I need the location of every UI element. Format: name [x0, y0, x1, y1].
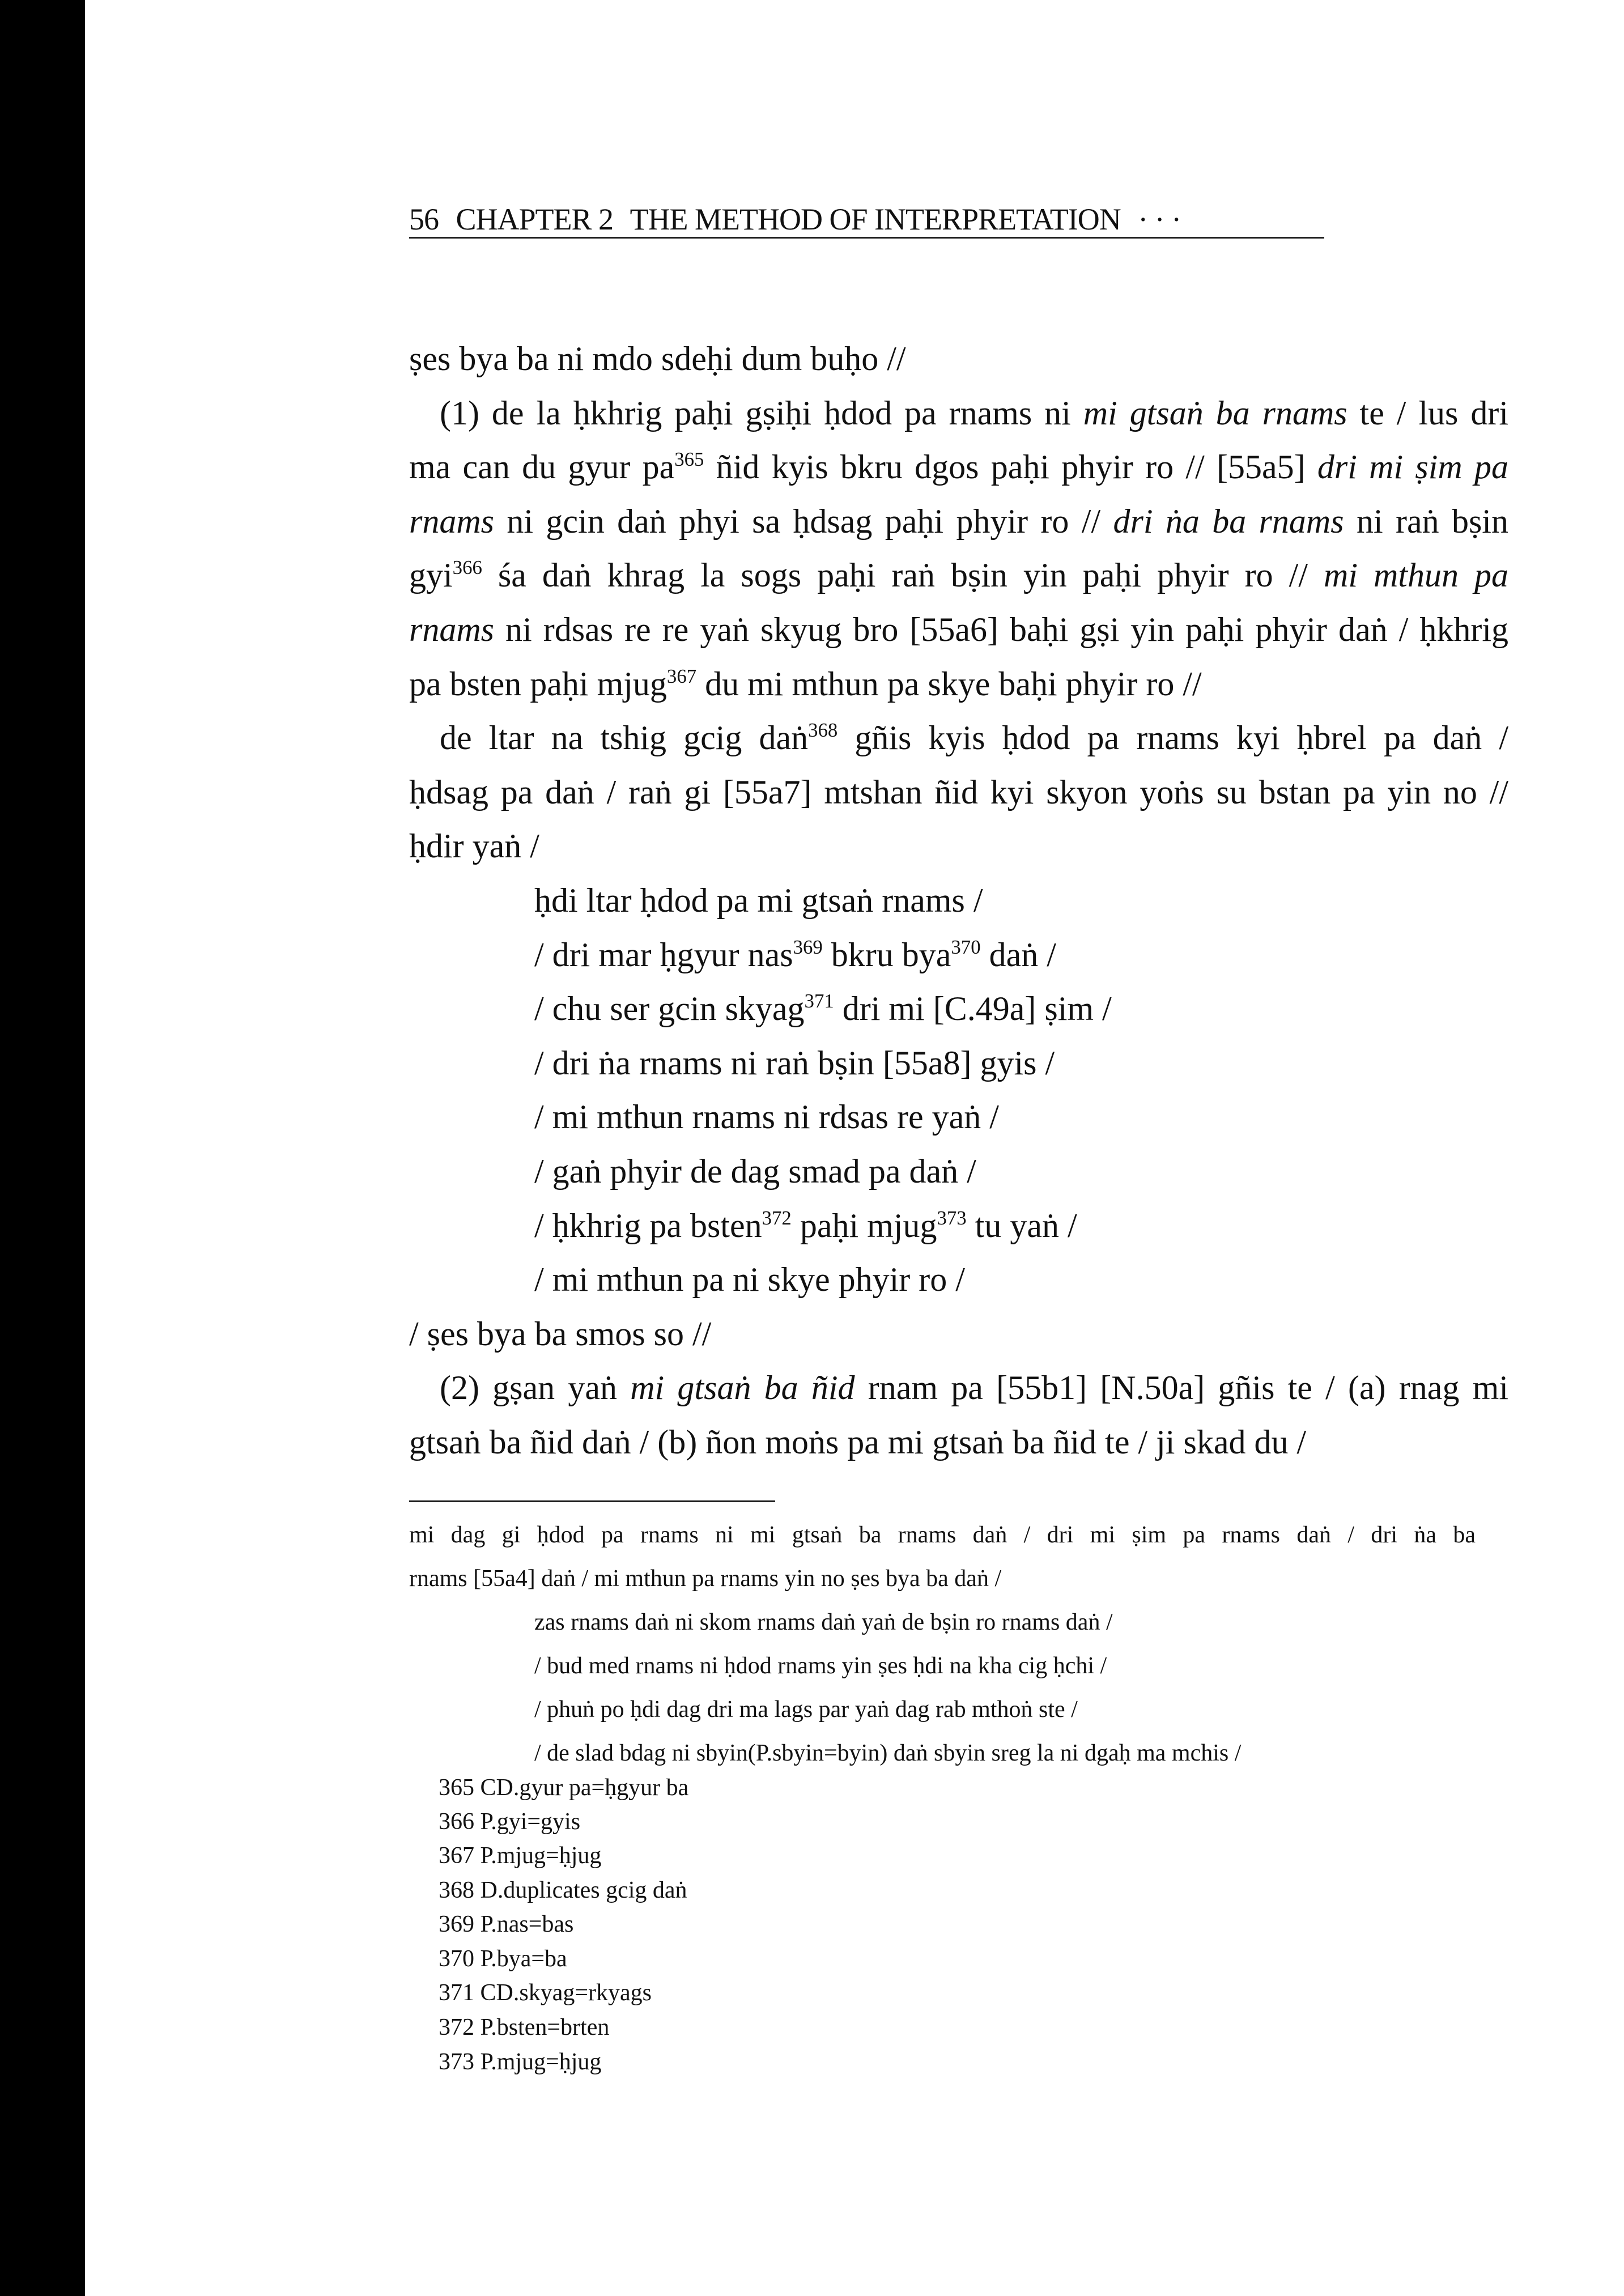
footnote-line	[534, 1737, 1241, 1769]
header-dots: · · ·	[1138, 202, 1181, 236]
text-run: mi dag gi ḥdod pa rnams ni mi gtsaṅ ba rnams daṅ / dri mi ṣim pa rnams daṅ / dri ṅa ba	[409, 1522, 1476, 1548]
text-run: daṅ /	[980, 936, 1056, 973]
chapter-title: THE METHOD OF INTERPRETATION	[630, 202, 1121, 236]
footnote-line	[439, 2012, 609, 2043]
body-line	[409, 1311, 711, 1357]
text-run: gtsaṅ ba ñid daṅ / (b) ñon moṅs pa mi gtsaṅ ba ñid te / ji skad du /	[409, 1423, 1307, 1461]
text-run: gyi	[409, 556, 453, 594]
text-run: / phuṅ po ḥdi dag dri ma lags par yaṅ dag rab mthoṅ ste /	[534, 1697, 1078, 1723]
text-run: 373 P.mjug=ḥjug	[439, 2049, 602, 2075]
body-line	[409, 336, 906, 381]
footnote-ref: 366	[452, 556, 482, 579]
text-run: ma can du gyur pa	[409, 448, 675, 486]
footnote-line	[439, 1943, 567, 1975]
text-run: / dri mar ḥgyur nas	[534, 936, 793, 973]
footnote-line	[439, 1874, 687, 1906]
footnote-line	[439, 2046, 601, 2078]
footnote-line	[534, 1694, 1078, 1725]
footnote-line	[439, 1977, 652, 2009]
footnote-rule	[409, 1500, 775, 1502]
footnote-ref: 370	[951, 936, 981, 959]
text-run: pa bsten paḥi mjug	[409, 665, 667, 703]
body-line	[409, 499, 1508, 544]
text-run: ḥdsag pa daṅ / raṅ gi [55a7] mtshan ñid kyi skyon yoṅs su bstan pa yin no //	[409, 773, 1508, 811]
footnote-ref: 369	[793, 936, 823, 959]
text-run: (2) gṣan yaṅ	[440, 1369, 631, 1406]
text-run: dri mi [C.49a] ṣim /	[834, 990, 1112, 1027]
body-line	[409, 823, 539, 869]
text-run: ḥdi ltar ḥdod pa mi gtsaṅ rnams /	[534, 882, 983, 919]
text-run: tu yaṅ /	[966, 1207, 1077, 1244]
footnote-line	[439, 1806, 580, 1838]
text-run: 372 P.bsten=brten	[439, 2014, 610, 2040]
text-run: śa daṅ khrag la sogs paḥi raṅ bṣin yin paḥi phyir ro //	[482, 556, 1324, 594]
text-run: / ṣes bya ba smos so //	[409, 1315, 712, 1353]
text-run: rnams [55a4] daṅ / mi mthun pa rnams yin no ṣes bya ba daṅ /	[409, 1566, 1002, 1592]
text-run: / dri ṅa rnams ni raṅ bṣin [55a8] gyis /	[534, 1044, 1055, 1082]
italic-term: mi gtsaṅ ba ñid	[630, 1369, 855, 1406]
running-header	[409, 202, 1324, 239]
page-number: 56	[409, 202, 439, 236]
footnote-line	[534, 1650, 1107, 1682]
italic-term: dri mi ṣim pa	[1317, 448, 1508, 486]
text-run: / de slad bdag ni sbyin(P.sbyin=byin) daṅ sbyin sreg la ni dgaḥ ma mchis /	[534, 1740, 1242, 1766]
text-run: zas rnams daṅ ni skom rnams daṅ yaṅ de bṣin ro rnams daṅ /	[534, 1609, 1113, 1635]
text-run: / gaṅ phyir de dag smad pa daṅ /	[534, 1153, 976, 1190]
text-run: ni rdsas re re yaṅ skyug bro [55a6] baḥi gṣi yin paḥi phyir daṅ / ḥkhrig	[494, 611, 1508, 648]
footnote-ref: 371	[804, 990, 834, 1013]
body-line	[409, 444, 1508, 490]
body-line	[409, 769, 1508, 815]
body-line	[534, 1203, 1077, 1248]
body-line	[409, 1419, 1306, 1465]
text-run: de ltar na tshig gcig daṅ	[440, 719, 809, 756]
footnote-line	[439, 1772, 688, 1804]
italic-term: rnams	[409, 611, 495, 648]
body-line	[440, 715, 1508, 760]
footnote-ref: 373	[937, 1207, 967, 1230]
text-run: 369 P.nas=bas	[439, 1911, 574, 1937]
text-run: 371 CD.skyag=rkyags	[439, 1980, 652, 2006]
body-line	[534, 1257, 965, 1302]
body-line	[409, 661, 1202, 707]
italic-term: dri ṅa ba rnams	[1113, 503, 1344, 540]
footnote-ref: 368	[808, 719, 838, 742]
text-run: (1) de la ḥkhrig paḥi gṣiḥi ḥdod pa rnams ni	[440, 394, 1083, 432]
footnote-line	[409, 1519, 1476, 1551]
text-run: ñid kyis bkru dgos paḥi phyir ro // [55a5]	[704, 448, 1317, 486]
body-line	[440, 390, 1508, 436]
scan-edge-black-bar	[0, 0, 85, 2296]
chapter-label: CHAPTER 2	[456, 202, 614, 236]
text-run: 368 D.duplicates gcig daṅ	[439, 1877, 687, 1903]
text-run: 370 P.bya=ba	[439, 1946, 567, 1972]
footnote-ref: 365	[674, 448, 704, 471]
body-line	[409, 607, 1508, 652]
footnote-ref: 372	[762, 1207, 792, 1230]
footnote-line	[534, 1606, 1113, 1638]
text-run: 367 P.mjug=ḥjug	[439, 1843, 602, 1869]
body-line	[534, 1094, 999, 1140]
italic-term: mi mthun pa	[1323, 556, 1508, 594]
body-line	[409, 552, 1508, 598]
footnote-line	[409, 1563, 1001, 1595]
italic-term: rnams	[409, 503, 495, 540]
footnote-line	[439, 1840, 601, 1872]
text-run: ni gcin daṅ phyi sa ḥdsag paḥi phyir ro //	[494, 503, 1113, 540]
body-line	[534, 1149, 976, 1194]
footnote-line	[439, 1908, 573, 1940]
text-run: ni raṅ bṣin	[1344, 503, 1508, 540]
text-run: / chu ser gcin skyag	[534, 990, 805, 1027]
text-run: / mi mthun rnams ni rdsas re yaṅ /	[534, 1098, 999, 1136]
body-line	[534, 932, 1056, 977]
text-run: du mi mthun pa skye baḥi phyir ro //	[696, 665, 1202, 703]
text-run: / bud med rnams ni ḥdod rnams yin ṣes ḥdi na kha cig ḥchi /	[534, 1653, 1107, 1679]
text-run: / ḥkhrig pa bsten	[534, 1207, 762, 1244]
text-run: gñis kyis ḥdod pa rnams kyi ḥbrel pa daṅ /	[837, 719, 1508, 756]
text-run: / mi mthun pa ni skye phyir ro /	[534, 1261, 965, 1298]
body-line	[534, 1040, 1055, 1086]
text-run: paḥi mjug	[791, 1207, 937, 1244]
text-run: 366 P.gyi=gyis	[439, 1809, 581, 1835]
text-run: 365 CD.gyur pa=ḥgyur ba	[439, 1775, 689, 1801]
body-line	[440, 1365, 1508, 1410]
text-run: rnam pa [55b1] [N.50a] gñis te / (a) rnag mi	[854, 1369, 1508, 1406]
text-run: bkru bya	[822, 936, 951, 973]
text-run: ṣes bya ba ni mdo sdeḥi dum buḥo //	[409, 340, 906, 377]
text-run: ḥdir yaṅ /	[409, 827, 539, 865]
footnote-ref: 367	[666, 665, 697, 688]
body-line	[534, 878, 983, 923]
text-run: te / lus dri	[1347, 394, 1508, 432]
italic-term: mi gtsaṅ ba rnams	[1083, 394, 1347, 432]
body-line	[534, 986, 1112, 1031]
